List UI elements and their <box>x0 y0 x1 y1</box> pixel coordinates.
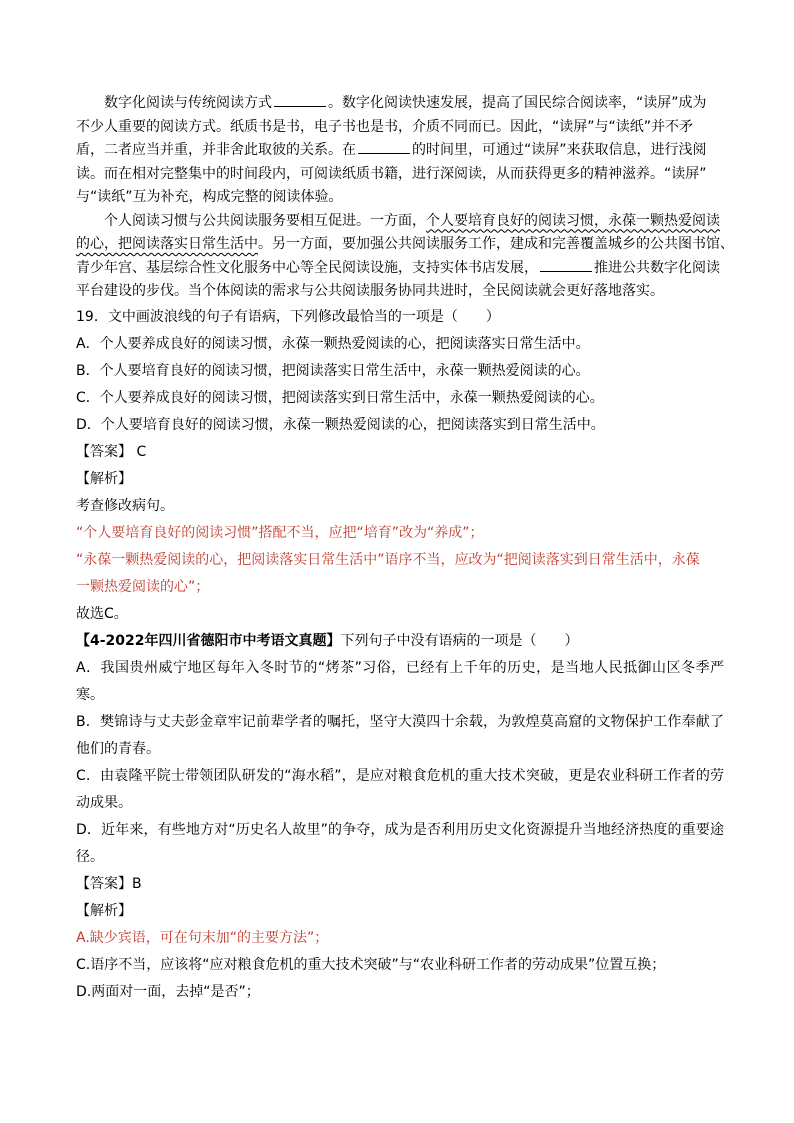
question-19-option-d: D．个人要培育良好的阅读习惯，永葆一颗热爱阅读的心，把阅读落实到日常生活中。 <box>76 416 605 433</box>
answer-value: B <box>132 875 142 892</box>
passage-text: 青少年宫、基层综合性文化服务中心等全民阅读设施，支持实体书店发展， <box>76 259 538 276</box>
passage-line <box>76 233 734 257</box>
passage-paragraph-2 <box>76 210 724 234</box>
passage-text: 数字化阅读与传统阅读方式 <box>104 95 272 111</box>
question-4-option-b: B．樊锦诗与丈夫彭金章牢记前辈学者的嘱托，坚守大漠四十余载，为敦煌莫高窟的文物保护工作奉献了他们的青春。 <box>76 713 724 757</box>
passage-text: 推进公共数字化阅读 <box>594 259 720 276</box>
question-19-option-c: C．个人要养成良好的阅读习惯，把阅读落实到日常生活中，永葆一颗热爱阅读的心。 <box>76 389 604 406</box>
fill-blank-1 <box>274 92 326 107</box>
question-19-answer <box>76 439 724 466</box>
document-page <box>76 92 734 1006</box>
question-4-source: 【4-2022年四川省德阳市中考语文真题】 <box>76 632 341 649</box>
answer-label: 【答案】 <box>76 875 132 892</box>
question-4-option-a: A．我国贵州威宁地区每年入冬时节的“烤茶”习俗，已经有上千年的历史，是当地人民抵御山区冬季严寒。 <box>76 659 724 703</box>
question-19-stem: 19．文中画波浪线的句子有语病，下列修改最恰当的一项是（ ） <box>76 308 500 325</box>
question-4-analysis-c: C.语序不当，应该将“应对粮食危机的重大技术突破”与“农业科研工作者的劳动成果”位置互换； <box>76 956 666 973</box>
fill-blank-3 <box>540 257 592 272</box>
question-19-option-b: B．个人要培育良好的阅读习惯，把阅读落实日常生活中，永葆一颗热爱阅读的心。 <box>76 362 590 379</box>
question-19-analysis-label: 【解析】 <box>76 470 132 487</box>
passage-text: 盾，二者应当并重，并非舍此取彼的关系。在 <box>76 142 356 158</box>
passage-paragraph-1 <box>76 92 724 116</box>
passage-line <box>76 280 724 304</box>
question-19-analysis-point-2 <box>76 547 724 574</box>
question-4-analysis-d: D.两面对一面，去掉“是否”； <box>76 983 260 1000</box>
answer-value: C <box>136 443 147 460</box>
passage-text: 读。而在相对完整集中的时间段内，可阅读纸质书籍，进行深阅读，从而获得更多的精神滋养。“读屏” <box>76 165 707 182</box>
passage-text: 不少人重要的阅读方式。纸质书是书，电子书也是书，介质不同而已。因此，“读屏”与“读纸”并不矛 <box>76 118 694 135</box>
passage-line <box>76 186 724 210</box>
passage-line <box>76 139 724 163</box>
question-4-stem: 下列句子中没有语病的一项是（ ） <box>340 632 579 649</box>
question-4-analysis-a: A.缺少宾语，可在句末加“的主要方法”； <box>76 929 329 946</box>
question-4-analysis-label: 【解析】 <box>76 902 132 919</box>
question-19-analysis-point-1: “个人要培育良好的阅读习惯”搭配不当，应把“培育”改为“养成”； <box>76 524 484 541</box>
passage-text: 与“读纸”互为补充，构成完整的阅读体验。 <box>76 189 343 205</box>
passage-text: 个人阅读习惯与公共阅读服务要相互促进。一方面， <box>104 212 426 229</box>
passage-text: 。数字化阅读快速发展，提高了国民综合阅读率，“读屏”成为 <box>328 95 707 111</box>
question-19-conclusion: 故选C。 <box>76 605 128 622</box>
question-4-answer <box>76 871 724 898</box>
question-4-option-c: C．由袁隆平院士带领团队研发的“海水稻”，是应对粮食危机的重大技术突破，更是农业科研工作者的劳动成果。 <box>76 767 724 811</box>
answer-label: 【答案】 <box>76 443 132 460</box>
wavy-underlined-sentence: 的心，把阅读落实日常生活中 <box>76 236 258 252</box>
passage-line <box>76 257 724 281</box>
question-19-analysis-intro: 考查修改病句。 <box>76 497 174 514</box>
wavy-underlined-sentence: 个人要培育良好的阅读习惯，永葆一颗热爱阅读 <box>426 212 720 229</box>
analysis-text: “永葆一颗热爱阅读的心，把阅读落实日常生活中”语序不当，应改为“把阅读落实到日常生活中，永葆 <box>76 551 700 568</box>
passage-text: 。另一方面，要加强公共阅读服务工作，建成和完善覆盖城乡的公共图书馆、 <box>258 236 734 252</box>
fill-blank-2 <box>358 139 410 154</box>
passage-text: 平台建设的步伐。当个体阅读的需求与公共阅读服务协同共进时，全民阅读就会更好落地落实。 <box>76 283 664 299</box>
passage-line <box>76 116 724 140</box>
question-19-analysis-point-2-cont: 一颗热爱阅读的心”； <box>76 578 210 595</box>
question-4-header <box>76 628 724 655</box>
passage-text: 的时间里，可通过“读屏”来获取信息，进行浅阅 <box>412 142 707 158</box>
passage-line <box>76 163 724 187</box>
question-19-option-a: A．个人要养成良好的阅读习惯，永葆一颗热爱阅读的心，把阅读落实日常生活中。 <box>76 335 590 352</box>
question-4-option-d: D．近年来，有些地方对“历史名人故里”的争夺，成为是否利用历史文化资源提升当地经济热度的重要途径。 <box>76 821 724 865</box>
